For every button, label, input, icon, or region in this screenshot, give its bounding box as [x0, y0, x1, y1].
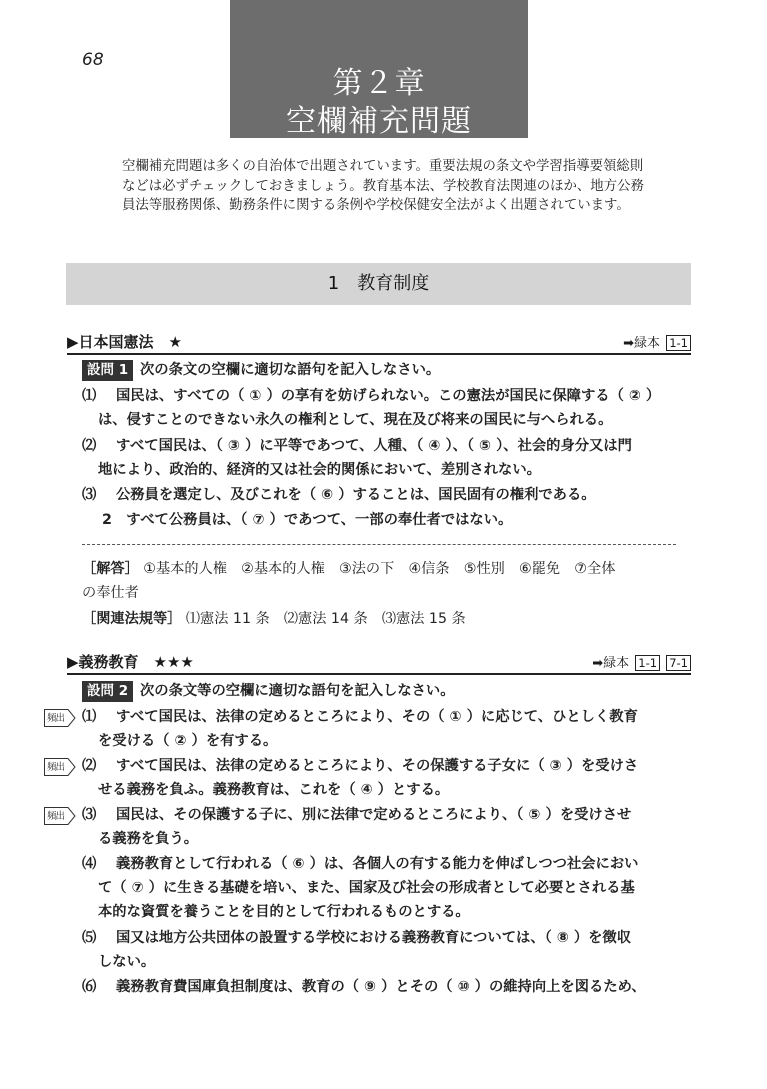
topic-header-constitution — [67, 331, 691, 355]
question-instruction: 次の条文の空欄に適切な語句を記入しなさい。 — [140, 362, 441, 378]
reference-code: 1-1 — [635, 655, 660, 671]
reference-code: 7-1 — [666, 655, 691, 671]
related-laws-row — [82, 609, 466, 630]
topic-reference — [592, 652, 691, 671]
question-label: 設問 1 — [82, 360, 133, 381]
item-line: 2 すべて公務員は、（ ⑦ ）であつて、一部の奉仕者ではない。 — [102, 512, 513, 528]
item-number: ⑷ — [82, 856, 97, 872]
chapter-title: 空欄補充問題 — [286, 104, 472, 139]
item-number: ⑶ — [82, 807, 97, 823]
item-line: は、侵すことのできない永久の権利として、現在及び将来の国民に与へられる。 — [98, 412, 613, 428]
topic-title: ▶義務教育 ★★★ — [67, 653, 194, 671]
item-line: 地により、政治的、経済的又は社会的関係において、差別されない。 — [98, 462, 541, 478]
item-line: 公務員を選定し、及びこれを（ ⑥ ）することは、国民固有の権利である。 — [116, 487, 596, 503]
item-line: 本的な資質を養うことを目的として行われるものとする。 — [98, 904, 470, 920]
item-number: ⑴ — [82, 709, 97, 725]
item-line: 国民は、すべての（ ① ）の享有を妨げられない。この憲法が国民に保障する（ ② ） — [116, 388, 661, 404]
related-label: ［関連法規等］ — [82, 611, 182, 627]
item-line: 国民は、その保護する子に、別に法律で定めるところにより、（ ⑤ ）を受けさせ — [116, 807, 632, 823]
question-label: 設問 2 — [82, 681, 133, 702]
frequent-label: 頻出 — [47, 811, 65, 822]
frequent-label: 頻出 — [47, 713, 65, 724]
item-number: ⑵ — [82, 758, 97, 774]
item-line: すべて国民は、法律の定めるところにより、その（ ① ）に応じて、ひとしく教育 — [116, 709, 638, 725]
frequent-badge — [44, 807, 74, 823]
item-line: る義務を負う。 — [98, 831, 199, 847]
section-title: 1 教育制度 — [66, 263, 691, 305]
item-line: すべて国民は、（ ③ ）に平等であつて、人種、（ ④ ）、（ ⑤ ）、社会的身分又は門 — [116, 438, 632, 454]
answer-continued: の奉仕者 — [82, 585, 139, 601]
item-number: ⑹ — [82, 979, 97, 995]
answer-row — [82, 559, 615, 580]
item-line: しない。 — [98, 954, 156, 970]
item-number: ⑵ — [82, 438, 97, 454]
chapter-number: 第２章 — [332, 66, 426, 101]
related-text: ⑴憲法 11 条 ⑵憲法 14 条 ⑶憲法 15 条 — [185, 611, 466, 627]
frequent-label: 頻出 — [47, 762, 65, 773]
frequent-badge — [44, 709, 74, 725]
answer-label: ［解答］ — [82, 561, 139, 577]
topic-title: ▶日本国憲法 ★ — [67, 333, 182, 351]
reference-prefix: ➡緑本 — [623, 336, 661, 351]
item-line: 義務教育として行われる（ ⑥ ）は、各個人の有する能力を伸ばしつつ社会におい — [116, 856, 639, 872]
item-line: せる義務を負ふ。義務教育は、これを（ ④ ）とする。 — [98, 782, 450, 798]
question-instruction: 次の条文等の空欄に適切な語句を記入しなさい。 — [140, 683, 455, 699]
page-number: 68 — [82, 50, 104, 70]
chapter-header — [230, 0, 528, 138]
item-number: ⑸ — [82, 930, 97, 946]
item-line: すべて国民は、法律の定めるところにより、その保護する子女に（ ③ ）を受けさ — [116, 758, 639, 774]
frequent-badge — [44, 758, 74, 774]
topic-header-compulsory-education — [67, 651, 691, 675]
item-number: ⑴ — [82, 388, 97, 404]
answer-divider — [82, 544, 676, 545]
topic-reference — [623, 332, 691, 351]
item-line: 国又は地方公共団体の設置する学校における義務教育については、（ ⑧ ）を徴収 — [116, 930, 632, 946]
answer-text: ①基本的人権 ②基本的人権 ③法の下 ④信条 ⑤性別 ⑥罷免 ⑦全体 — [143, 561, 616, 577]
item-line: 義務教育費国庫負担制度は、教育の（ ⑨ ）とその（ ⑩ ）の維持向上を図るため、 — [116, 979, 646, 995]
chapter-intro: 空欄補充問題は多くの自治体で出題されています。重要法規の条文や学習指導要領総則などは必ずチェックしておきましょう。教育基本法、学校教育法関連のほか、地方公務員法等服務関係、勤務条件に関する条例や学校保健安全法がよく出題されています。 — [122, 159, 644, 213]
reference-code: 1-1 — [666, 335, 691, 351]
reference-prefix: ➡緑本 — [592, 656, 630, 671]
item-number: ⑶ — [82, 487, 97, 503]
item-line: て（ ⑦ ）に生きる基礎を培い、また、国家及び社会の形成者として必要とされる基 — [98, 880, 635, 896]
item-line: を受ける（ ② ）を有する。 — [98, 733, 278, 749]
